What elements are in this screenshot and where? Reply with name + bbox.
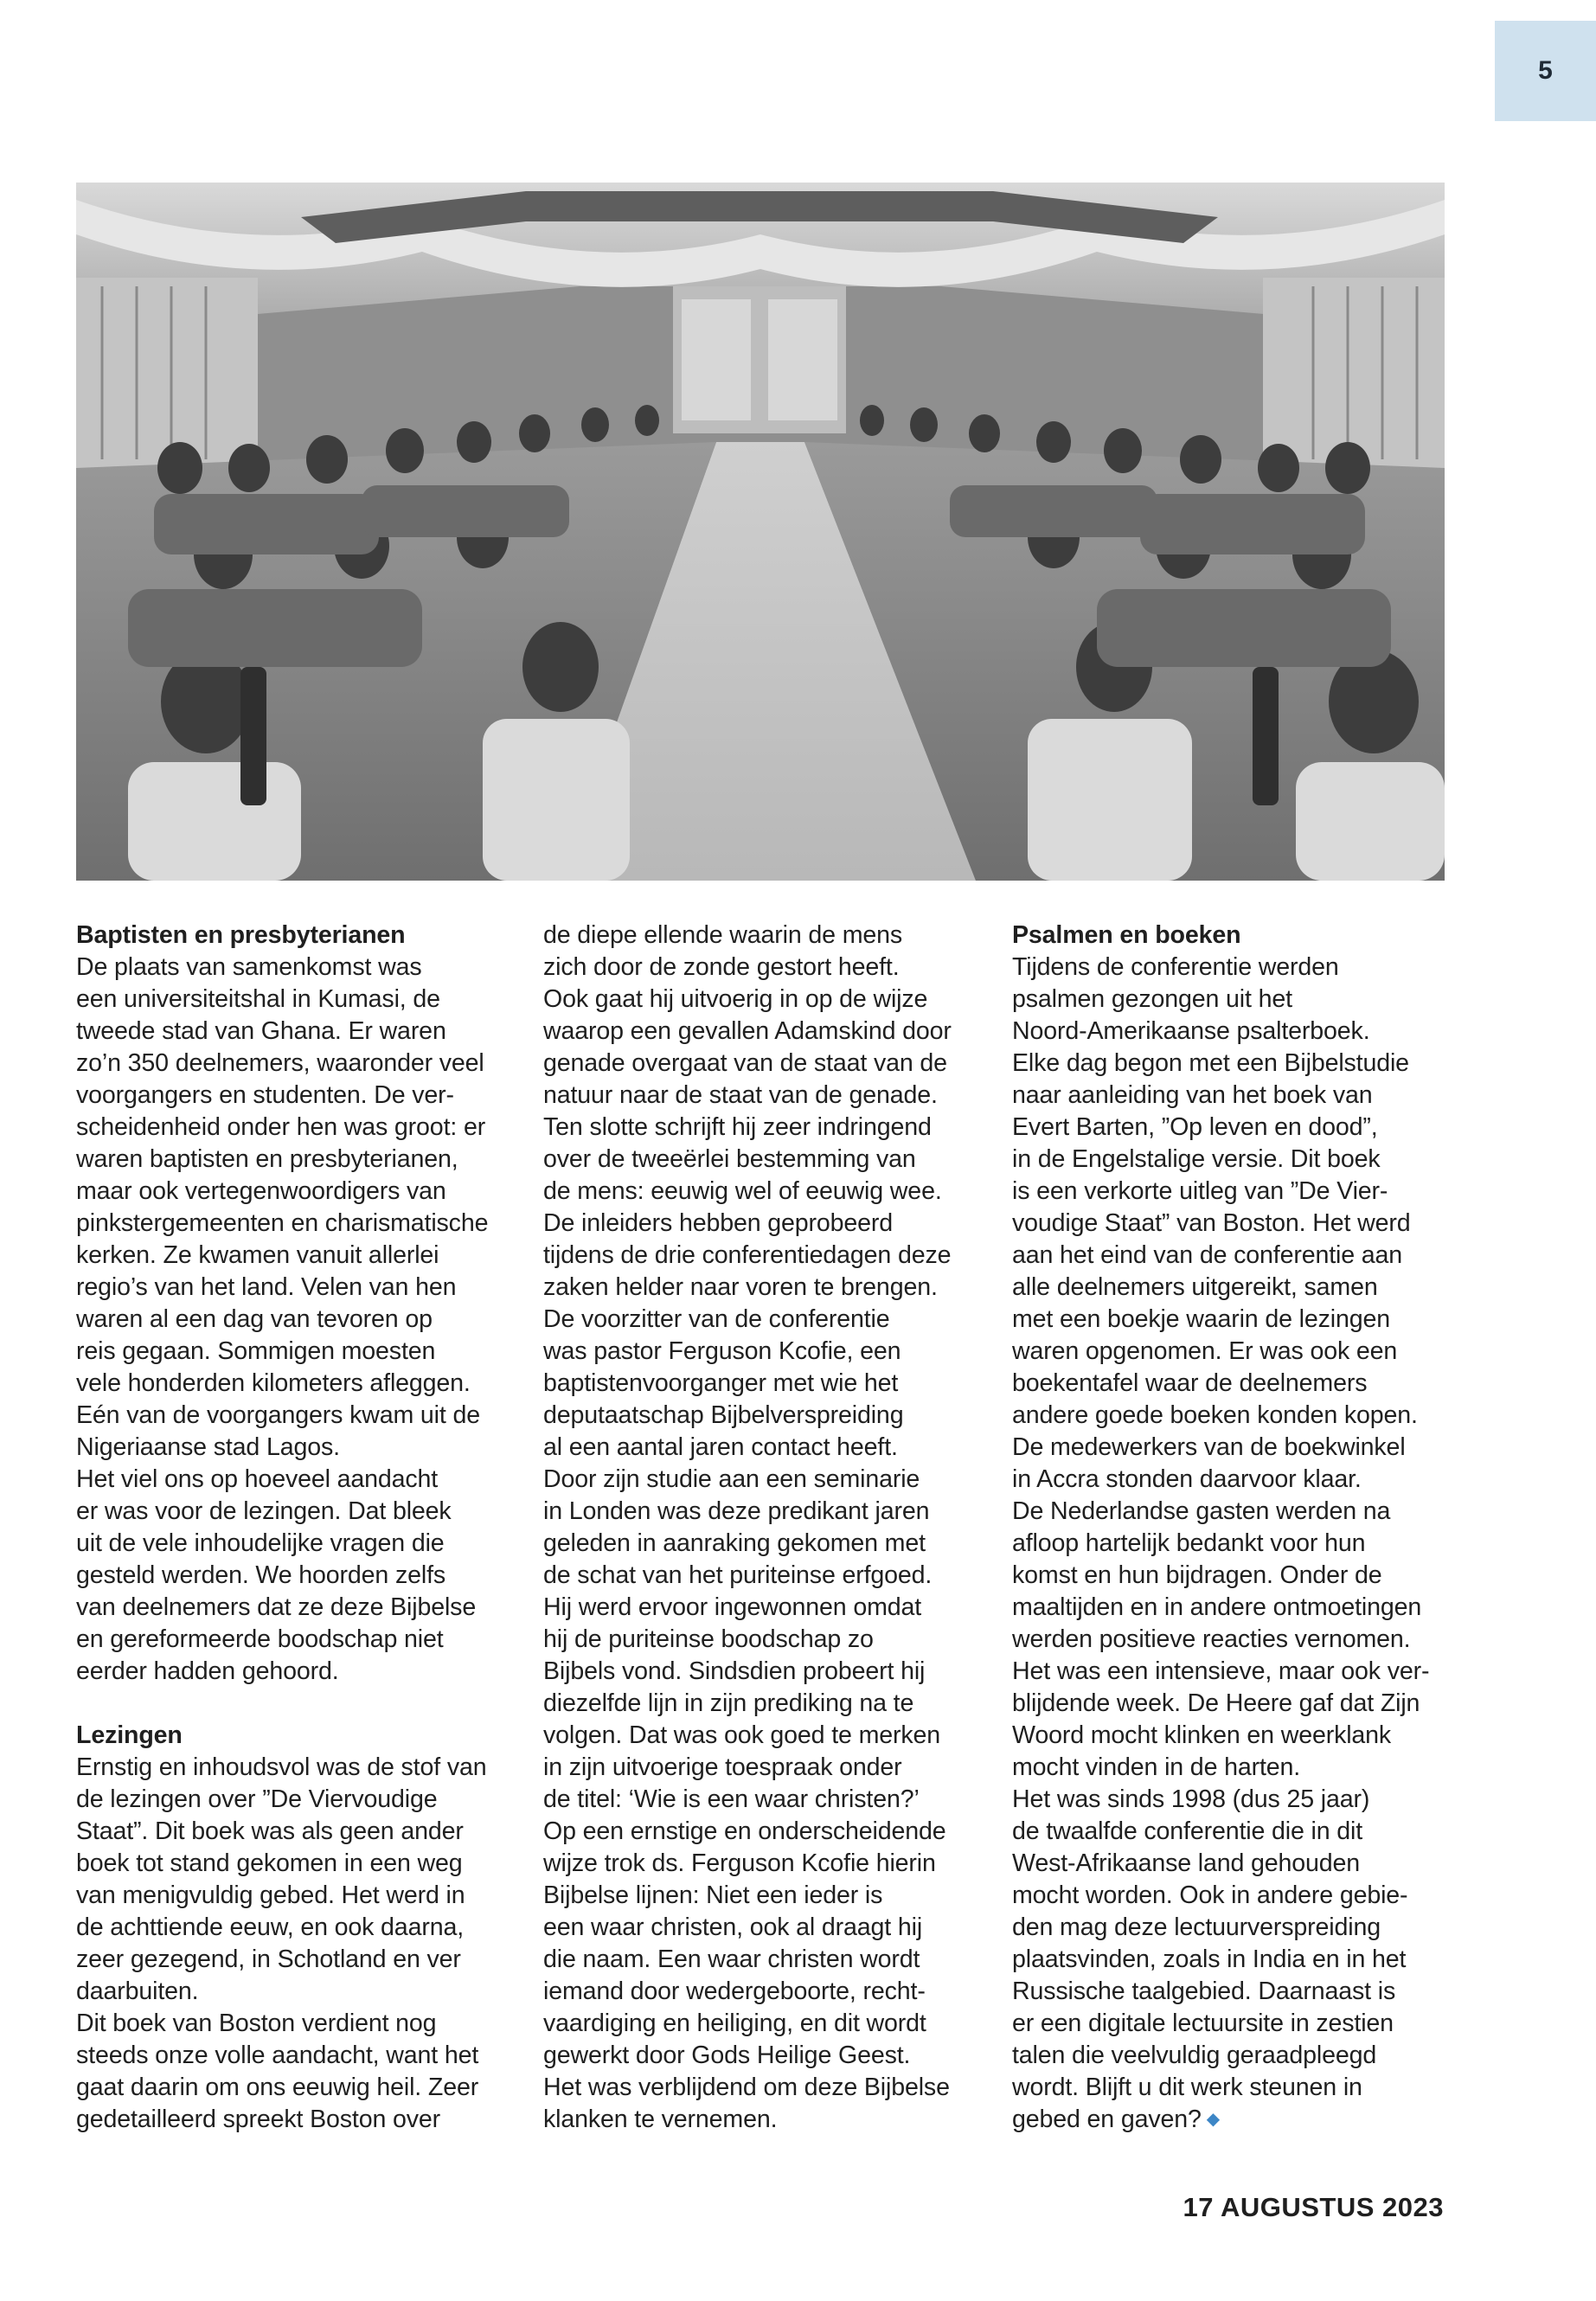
line-text: Staat”. Dit boek was als geen ander [76,1817,464,1845]
text-line [1012,2040,1445,2072]
line-text: waren al een dag van tevoren op [76,1305,433,1333]
text-line [76,2040,509,2072]
line-text: waarop een gevallen Adamskind door [543,1017,952,1045]
text-line [1012,1656,1445,1688]
page-number-tab [1495,21,1596,121]
line-text: Ook gaat hij uitvoerig in op de wijze [543,985,928,1013]
line-text: mocht vinden in de harten. [1012,1753,1301,1781]
line-text: Door zijn studie aan een seminarie [543,1465,920,1493]
text-line [1012,1400,1445,1432]
line-text: in zijn uitvoerige toespraak onder [543,1753,902,1781]
text-line [1012,1720,1445,1752]
text-line [1012,1592,1445,1624]
line-text: er een digitale lectuursite in zestien [1012,2009,1394,2037]
text-line [76,1368,509,1400]
line-text: Het was verblijdend om deze Bijbelse [543,2073,950,2101]
text-line [543,1816,976,1848]
text-line [543,1112,976,1144]
text-line [543,1976,976,2008]
text-line [543,1624,976,1656]
text-line [1012,1976,1445,2008]
line-text: maaltijden en in andere ontmoetingen [1012,1593,1422,1621]
text-line [1012,1784,1445,1816]
line-text: met een boekje waarin de lezingen [1012,1305,1390,1333]
text-line [1012,1912,1445,1944]
line-text: waren opgenomen. Er was ook een [1012,1337,1398,1365]
line-text: Ernstig en inhoudsvol was de stof van [76,1753,487,1781]
text-line [76,1048,509,1080]
line-text: voorgangers en studenten. De ver- [76,1081,454,1109]
line-text: reis gegaan. Sommigen moesten [76,1337,436,1365]
line-text: gesteld werden. We hoorden zelfs [76,1561,446,1589]
line-text: Eén van de voorgangers kwam uit de [76,1401,480,1429]
line-text: en gereformeerde boodschap niet [76,1625,444,1653]
line-text: plaatsvinden, zoals in India en in het [1012,1945,1407,1973]
line-text: gebed en gaven? [1012,2106,1202,2133]
text-line [1012,1208,1445,1240]
line-text: zo’n 350 deelnemers, waaronder veel [76,1049,484,1077]
line-text: er was voor de lezingen. Dat bleek [76,1497,452,1525]
line-text: de titel: ‘Wie is een waar christen?’ [543,1785,920,1813]
line-text: eerder hadden gehoord. [76,1657,339,1685]
text-line [76,1336,509,1368]
line-text: De Nederlandse gasten werden na [1012,1497,1391,1525]
text-line [76,1176,509,1208]
text-line [543,1880,976,1912]
text-line [76,1880,509,1912]
line-text: Woord mocht klinken en weerklank [1012,1721,1392,1749]
text-line [543,1432,976,1464]
line-text: in de Engelstalige versie. Dit boek [1012,1145,1381,1173]
line-text: de achttiende eeuw, en ook daarna, [76,1913,464,1941]
line-text: is een verkorte uitleg van ”De Vier- [1012,1177,1388,1205]
line-text: de schat van het puriteinse erfgoed. [543,1561,933,1589]
text-line [1012,1112,1445,1144]
text-line [76,1272,509,1304]
line-text: Tijdens de conferentie werden [1012,953,1339,981]
line-text: vaardiging en heiliging, en dit wordt [543,2009,926,2037]
issue-date: 17 AUGUSTUS 2023 [1183,2192,1444,2222]
text-line [1012,1880,1445,1912]
text-line [1012,1624,1445,1656]
text-line [543,1560,976,1592]
line-text: De plaats van samenkomst was [76,953,422,981]
text-line [76,1528,509,1560]
line-text: Evert Barten, ”Op leven en dood”, [1012,1113,1378,1141]
text-line [76,1752,509,1784]
text-line [543,1304,976,1336]
text-line [543,1080,976,1112]
line-text: maar ook vertegenwoordigers van [76,1177,446,1205]
text-line [76,1560,509,1592]
end-of-article-icon: ◆ [1206,2110,1220,2129]
text-line [543,1496,976,1528]
line-text: klanken te vernemen. [543,2106,778,2133]
text-line [543,1048,976,1080]
text-line [76,1464,509,1496]
line-text: Dit boek van Boston verdient nog [76,2009,437,2037]
line-text: alle deelnemers uitgereikt, samen [1012,1273,1378,1301]
line-text: Elke dag begon met een Bijbelstudie [1012,1049,1409,1077]
line-text: over de tweeërlei bestemming van [543,1145,916,1173]
text-line [1012,1848,1445,1880]
text-line [543,2104,976,2136]
text-line [543,1016,976,1048]
text-line [1012,1240,1445,1272]
line-text: iemand door wedergeboorte, recht- [543,1977,926,2005]
text-line [543,1720,976,1752]
line-text: Ten slotte schrijft hij zeer indringend [543,1113,932,1141]
text-line [1012,1048,1445,1080]
line-text: Noord-Amerikaanse psalterboek. [1012,1017,1370,1045]
text-line [76,1400,509,1432]
line-text: talen die veelvuldig geraadpleegd [1012,2041,1377,2069]
line-text: Het was sinds 1998 (dus 25 jaar) [1012,1785,1370,1813]
line-text: voudige Staat” van Boston. Het werd [1012,1209,1411,1237]
line-text: Bijbelse lijnen: Niet een ieder is [543,1881,883,1909]
line-text: tweede stad van Ghana. Er waren [76,1017,446,1045]
text-line [543,2040,976,2072]
line-text: afloop hartelijk bedankt voor hun [1012,1529,1366,1557]
text-line [76,984,509,1016]
text-line [543,1368,976,1400]
text-line [543,984,976,1016]
line-text: hij de puriteinse boodschap zo [543,1625,874,1653]
section-heading [76,1720,509,1752]
text-line [1012,1144,1445,1176]
line-text: andere goede boeken konden kopen. [1012,1401,1418,1429]
text-line [1012,2072,1445,2104]
text-line [543,1400,976,1432]
line-text: deputaatschap Bijbelverspreiding [543,1401,904,1429]
line-text: regio’s van het land. Velen van hen [76,1273,457,1301]
text-line [543,2008,976,2040]
section-heading [76,920,509,952]
line-text: Hij werd ervoor ingewonnen omdat [543,1593,922,1621]
text-line [543,1688,976,1720]
line-text: zaken helder naar voren te brengen. [543,1273,938,1301]
text-line [76,1144,509,1176]
line-text: van menigvuldig gebed. Het werd in [76,1881,465,1909]
line-text: blijdende week. De Heere gaf dat Zijn [1012,1689,1420,1717]
line-text: daarbuiten. [76,1977,199,2005]
text-line [76,1016,509,1048]
text-line [1012,984,1445,1016]
text-line [543,1848,976,1880]
text-line [76,1784,509,1816]
line-text: al een aantal jaren contact heeft. [543,1433,898,1461]
line-text: Het was een intensieve, maar ook ver- [1012,1657,1430,1685]
text-line [543,920,976,952]
text-line [1012,1816,1445,1848]
text-line [1012,1560,1445,1592]
page-number: 5 [1538,56,1553,85]
line-text: werden positieve reacties vernomen. [1012,1625,1411,1653]
line-text: gaat daarin om ons eeuwig heil. Zeer [76,2073,479,2101]
line-text: De voorzitter van de conferentie [543,1305,890,1333]
line-text: West-Afrikaanse land gehouden [1012,1849,1361,1877]
text-line [76,1240,509,1272]
text-line [1012,1464,1445,1496]
line-text: die naam. Een waar christen wordt [543,1945,920,1973]
line-text: steeds onze volle aandacht, want het [76,2041,479,2069]
line-text: waren baptisten en presbyterianen, [76,1145,458,1173]
text-line [543,1336,976,1368]
text-line [76,1112,509,1144]
line-text: genade overgaat van de staat van de [543,1049,947,1077]
audience-illustration [76,183,1445,881]
line-text: Psalmen en boeken [1012,921,1241,949]
text-line [1012,1336,1445,1368]
line-text: was pastor Ferguson Kcofie, een [543,1337,901,1365]
line-text: zeer gezegend, in Schotland en ver [76,1945,461,1973]
text-line [76,952,509,984]
text-line [543,1784,976,1816]
line-text: de lezingen over ”De Viervoudige [76,1785,438,1813]
line-text: diezelfde lijn in zijn prediking na te [543,1689,914,1717]
section-heading [1012,920,1445,952]
text-line [1012,1272,1445,1304]
text-line [76,2072,509,2104]
line-text: zich door de zonde gestort heeft. [543,953,900,981]
line-text: naar aanleiding van het boek van [1012,1081,1373,1109]
line-text: pinkstergemeenten en charismatische [76,1209,489,1237]
text-line [76,1080,509,1112]
line-text: kerken. Ze kwamen vanuit allerlei [76,1241,439,1269]
text-line [1012,2104,1445,2138]
text-line [76,1432,509,1464]
text-line [76,1624,509,1656]
text-line [1012,1752,1445,1784]
text-line [76,1208,509,1240]
text-line [1012,1080,1445,1112]
line-text: in Accra stonden daarvoor klaar. [1012,1465,1362,1493]
line-text: Nigeriaanse stad Lagos. [76,1433,340,1461]
text-line [1012,2008,1445,2040]
text-line [543,1176,976,1208]
line-text: natuur naar de staat van de genade. [543,1081,938,1109]
text-line [76,1816,509,1848]
text-line [76,2008,509,2040]
article-column-1 [76,920,509,2136]
line-text: boekentafel waar de deelnemers [1012,1369,1368,1397]
line-text: den mag deze lectuurverspreiding [1012,1913,1381,1941]
line-text: mocht worden. Ook in andere gebie- [1012,1881,1408,1909]
text-line [1012,952,1445,984]
line-text: boek tot stand gekomen in een weg [76,1849,463,1877]
line-text: komst en hun bijdragen. Onder de [1012,1561,1382,1589]
line-text: vele honderden kilometers afleggen. [76,1369,471,1397]
line-text: Op een ernstige en onderscheidende [543,1817,946,1845]
conference-photo [76,183,1445,881]
line-text: aan het eind van de conferentie aan [1012,1241,1403,1269]
text-line [543,1528,976,1560]
line-text: Baptisten en presbyterianen [76,921,406,949]
line-text: baptistenvoorganger met wie het [543,1369,899,1397]
text-line [1012,1432,1445,1464]
text-line [543,1240,976,1272]
line-text: een waar christen, ook al draagt hij [543,1913,923,1941]
text-line [76,1304,509,1336]
line-text: een universiteitshal in Kumasi, de [76,985,440,1013]
text-line [543,1208,976,1240]
text-line [543,2072,976,2104]
line-text: uit de vele inhoudelijke vragen die [76,1529,445,1557]
line-text: de diepe ellende waarin de mens [543,921,903,949]
text-line [76,1848,509,1880]
line-text: Bijbels vond. Sindsdien probeert hij [543,1657,926,1685]
line-text: De medewerkers van de boekwinkel [1012,1433,1406,1461]
text-line [76,2104,509,2136]
line-text: geleden in aanraking gekomen met [543,1529,926,1557]
text-line [543,1592,976,1624]
line-text: in Londen was deze predikant jaren [543,1497,930,1525]
text-line [76,1976,509,2008]
line-text: tijdens de drie conferentiedagen deze [543,1241,952,1269]
line-text: gewerkt door Gods Heilige Geest. [543,2041,911,2069]
text-line [76,1592,509,1624]
line-text: Het viel ons op hoeveel aandacht [76,1465,439,1493]
text-line [76,1496,509,1528]
line-text: de twaalfde conferentie die in dit [1012,1817,1363,1845]
line-text: wordt. Blijft u dit werk steunen in [1012,2073,1362,2101]
text-line [1012,1688,1445,1720]
text-line [1012,1016,1445,1048]
text-line [1012,1304,1445,1336]
line-text: de mens: eeuwig wel of eeuwig wee. [543,1177,942,1205]
line-text: van deelnemers dat ze deze Bijbelse [76,1593,477,1621]
line-text: gedetailleerd spreekt Boston over [76,2106,441,2133]
text-line [1012,1528,1445,1560]
article-column-2 [543,920,976,2136]
article-column-3 [1012,920,1445,2138]
text-line [76,1912,509,1944]
text-line [1012,1944,1445,1976]
text-line [1012,1496,1445,1528]
text-line [543,1464,976,1496]
line-text: scheidenheid onder hen was groot: er [76,1113,486,1141]
text-line [543,1272,976,1304]
paragraph-gap [76,1688,509,1720]
text-line [543,1752,976,1784]
text-line [76,1656,509,1688]
text-line [543,1912,976,1944]
text-line [543,1944,976,1976]
text-line [543,952,976,984]
text-line [543,1144,976,1176]
line-text: Lezingen [76,1721,183,1749]
text-line [1012,1176,1445,1208]
line-text: psalmen gezongen uit het [1012,985,1292,1013]
line-text: Russische taalgebied. Daarnaast is [1012,1977,1396,2005]
line-text: De inleiders hebben geprobeerd [543,1209,894,1237]
line-text: volgen. Dat was ook goed te merken [543,1721,941,1749]
line-text: wijze trok ds. Ferguson Kcofie hierin [543,1849,936,1877]
text-line [543,1656,976,1688]
text-line [76,1944,509,1976]
text-line [1012,1368,1445,1400]
